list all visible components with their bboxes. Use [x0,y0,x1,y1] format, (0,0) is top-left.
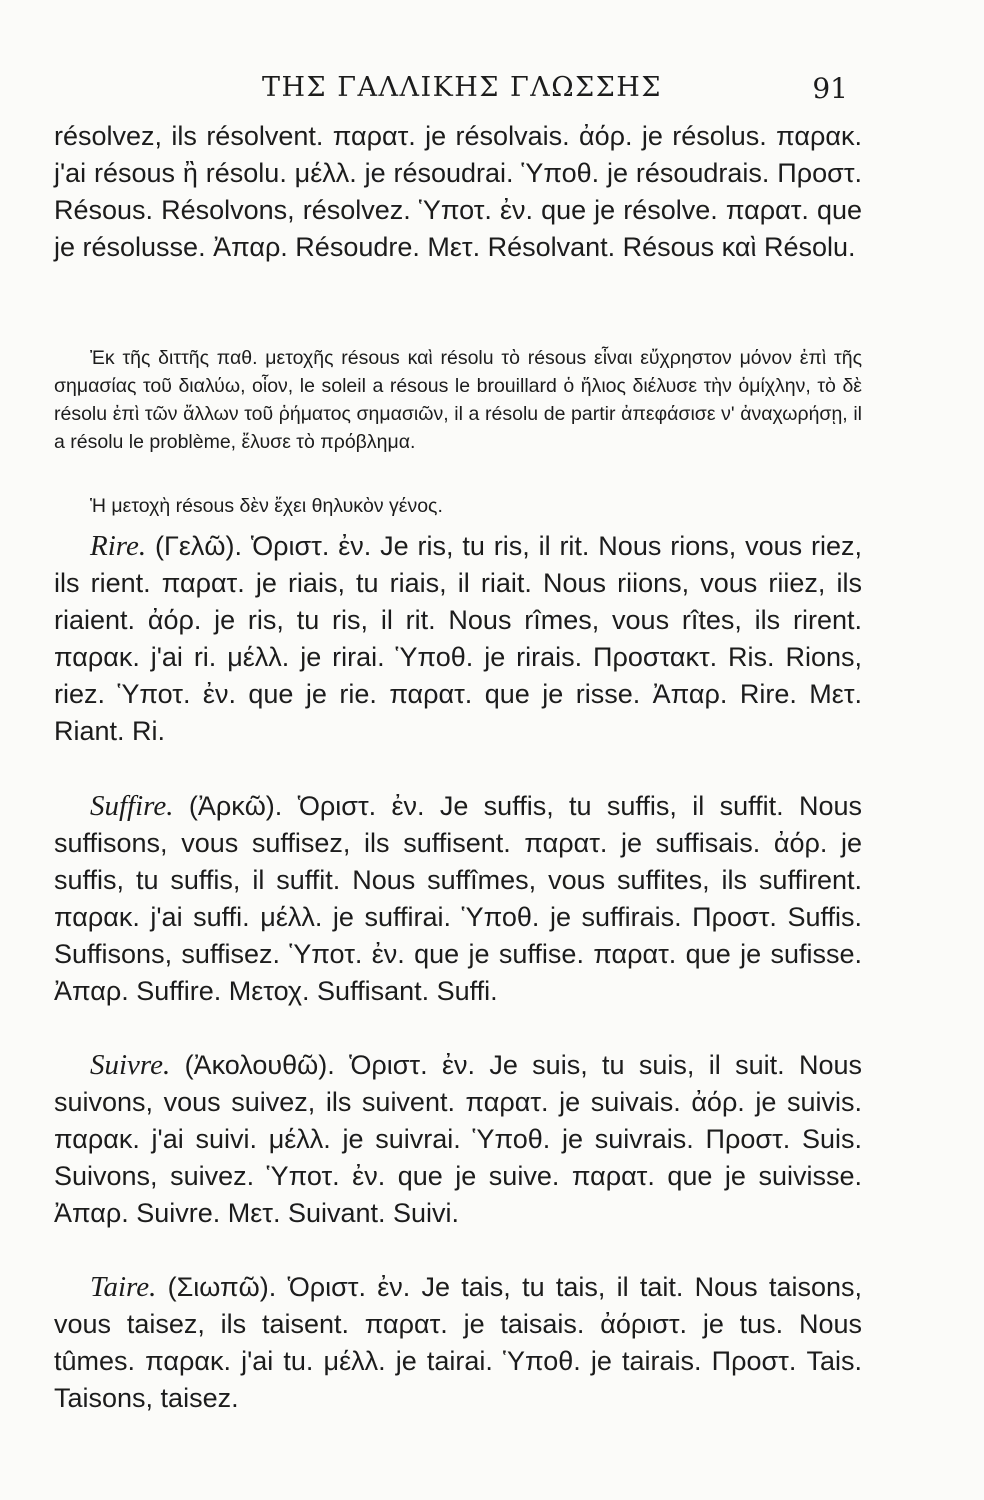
entry-suffire [54,788,862,1010]
entry-taire-text: (Σιωπῶ). Ὁριστ. ἐν. Je tais, tu tais, il tait. Nous taisons, vous taisez, ils taisent. παρατ. je taisais. ἀόριστ. je tus. Nous tûmes. παρακ. j'ai tu. μέλλ. je tairai. Ὑποθ. je tairais. Προστ. Tais. Taisons, taisez. [54,1272,862,1413]
lemma-taire: Taire. [90,1271,157,1303]
entry-suivre [54,1047,862,1232]
entry-rire-text: (Γελῶ). Ὁριστ. ἐν. Je ris, tu ris, il rit. Nous rions, vous riez, ils rient. παρατ. je riais, tu riais, il riait. Nous riions, vous riiez, ils riaient. ἀόρ. je ris, tu ris, il rit. Nous rîmes, vous rîtes, ils rirent. παρακ. j'ai ri. μέλλ. je rirai. Ὑποθ. je rirais. Προστακτ. Ris. Rions, riez. Ὑποτ. ἐν. que je rie. παρατ. que je risse. Ἀπαρ. Rire. Μετ. Riant. Ri. [54,531,862,746]
entry-taire [54,1269,862,1417]
page-header [0,72,984,112]
page-number: 91 [812,72,848,105]
footnote-participle: Ἡ μετοχὴ résous δὲν ἔχει θηλυκὸν γένος. [90,495,443,517]
entry-rire [54,528,862,750]
lemma-rire: Rire. [90,530,147,562]
entry-suivre-text: (Ἀκολουθῶ). Ὁριστ. ἐν. Je suis, tu suis, il suit. Nous suivons, vous suivez, ils suivent. παρατ. je suivais. ἀόρ. je suivis. παρακ. j'ai suivi. μέλλ. je suivrai. Ὑποθ. je suivrais. Προστ. Suis. Suivons, suivez. Ὑποτ. ἐν. que je suive. παρατ. que je suivisse. Ἀπαρ. Suivre. Μετ. Suivant. Suivi. [54,1050,862,1228]
running-title: ΤΗΣ ΓΑΛΛΙΚΗΣ ΓΛΩΣΣΗΣ [262,72,662,103]
paragraph-resoudre-continued: résolvez, ils résolvent. παρατ. je résolvais. ἀόρ. je résolus. παρακ. j'ai résous ἢ résolu. μέλλ. je résoudrai. Ὑποθ. je résoudrais. Προστ. Résous. Résolvons, résolvez. Ὑποτ. ἐν. que je résolve. παρατ. que je résolusse. Ἀπαρ. Résoudre. Μετ. Résolvant. Résous καὶ Résolu. [54,121,862,262]
entry-suffire-text: (Ἀρκῶ). Ὁριστ. ἐν. Je suffis, tu suffis, il suffit. Nous suffisons, vous suffisez, ils suffisent. παρατ. je suffisais. ἀόρ. je suffis, tu suffis, il suffit. Nous suffîmes, vous suffites, ils suffirent. παρακ. j'ai suffi. μέλλ. je suffirai. Ὑποθ. je suffirais. Προστ. Suffis. Suffisons, suffisez. Ὑποτ. ἐν. que je suffise. παρατ. que je sufisse. Ἀπαρ. Suffire. Μετοχ. Suffisant. Suffi. [54,791,862,1006]
lemma-suffire: Suffire. [90,790,174,822]
lemma-suivre: Suivre. [90,1049,171,1081]
footnote-resous: Ἐκ τῆς διττῆς παθ. μετοχῆς résous καὶ résolu τὸ résous εἶναι εὔχρηστον μόνον ἐπὶ τῆς σημασίας τοῦ διαλύω, οἷον, le soleil a résous le brouillard ὁ ἥλιος διέλυσε τὴν ὁμίχλην, τὸ δὲ résolu ἐπὶ τῶν ἄλλων τοῦ ῥήματος σημασιῶν, il a résolu de partir ἀπεφάσισε ν' ἀναχωρήσῃ, il a résolu le problème, ἔλυσε τὸ πρόβλημα. [54,347,862,453]
